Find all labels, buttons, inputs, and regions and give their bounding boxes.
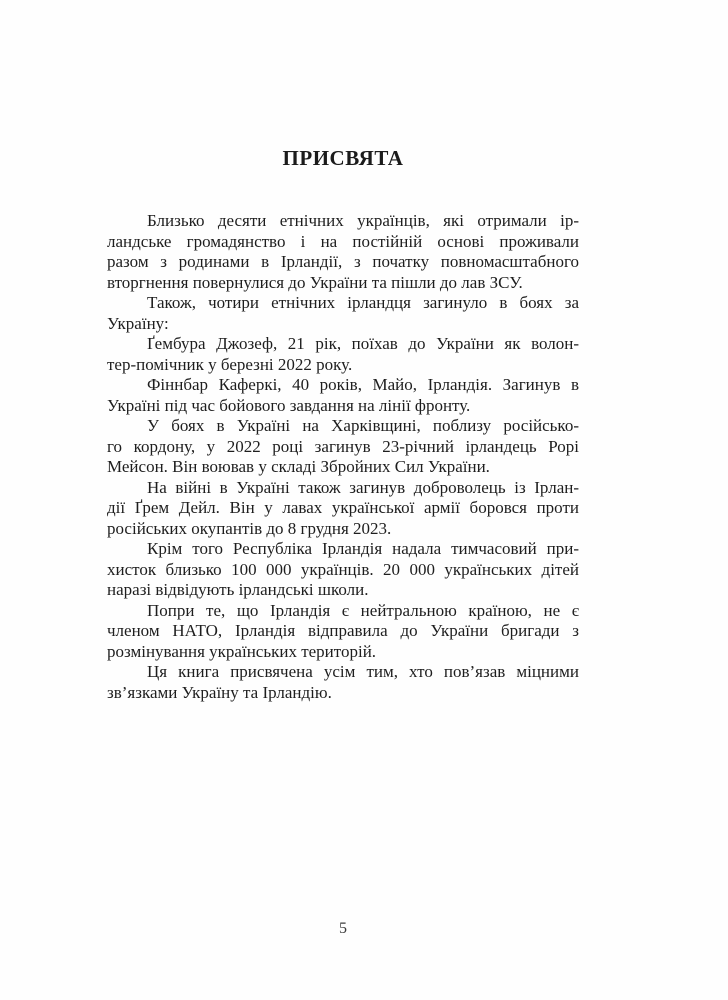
text-line: дії Ґрем Дейл. Він у лавах української армії боровся проти [107,498,579,517]
text-line: хисток близько 100 000 українців. 20 000 українських дітей [107,559,579,579]
text-line: Ґембура Джозеф, 21 рік, поїхав до України як волон- [147,334,579,353]
text-line: разом з родинами в Ірландії, з початку повномасштабного [107,252,579,271]
text-line: го кордону, у 2022 році загинув 23-річний ірландець Рорі [107,436,579,456]
text-line: членом НАТО, Ірландія відправила до України бригади з [107,621,579,640]
paragraph [107,478,579,540]
text-line: зв’язками Україну та Ірландію. [107,682,332,702]
paragraph [107,416,579,478]
text-line: Україні під час бойового завдання на лінії фронту. [107,395,471,415]
page-number: 5 [339,920,347,937]
text-line: розмінування українських територій. [107,641,377,661]
paragraph [107,375,579,416]
paragraph [107,211,579,293]
text-line: Попри те, що Ірландія є нейтральною країною, не є [147,600,579,620]
text-line: наразі відвідують ірландські школи. [107,580,369,599]
text-line: Близько десяти етнічних українців, які отримали ір- [147,211,579,230]
text-line: вторгнення повернулися до України та пішли до лав ЗСУ. [107,272,523,292]
text-line: Крім того Республіка Ірландія надала тимчасовий при- [147,539,579,558]
paragraph [107,293,579,334]
text-line: ландське громадянство і на постійній основі проживали [107,231,579,251]
text-line: тер-помічник у березні 2022 року. [107,354,353,374]
text-line: російських окупантів до 8 грудня 2023. [107,518,392,538]
text-line: Фіннбар Каферкі, 40 років, Майо, Ірландія. Загинув в [147,375,579,394]
text-line: Також, чотири етнічних ірландця загинуло в боях за [147,293,579,312]
page-title: ПРИСВЯТА [282,146,404,170]
paragraph [107,662,579,703]
paragraph [107,601,579,663]
text-line: На війні в Україні також загинув доброволець із Ірлан- [147,477,579,497]
text-line: Мейсон. Він воював у складі Збройних Сил України. [107,457,490,476]
paragraph [107,539,579,601]
paragraph [107,334,579,375]
text-line: У боях в Україні на Харківщині, поблизу російсько- [147,416,579,435]
text-line: Україну: [107,313,169,333]
dedication-text [107,211,579,703]
text-line: Ця книга присвячена усім тим, хто пов’язав міцними [147,662,579,681]
